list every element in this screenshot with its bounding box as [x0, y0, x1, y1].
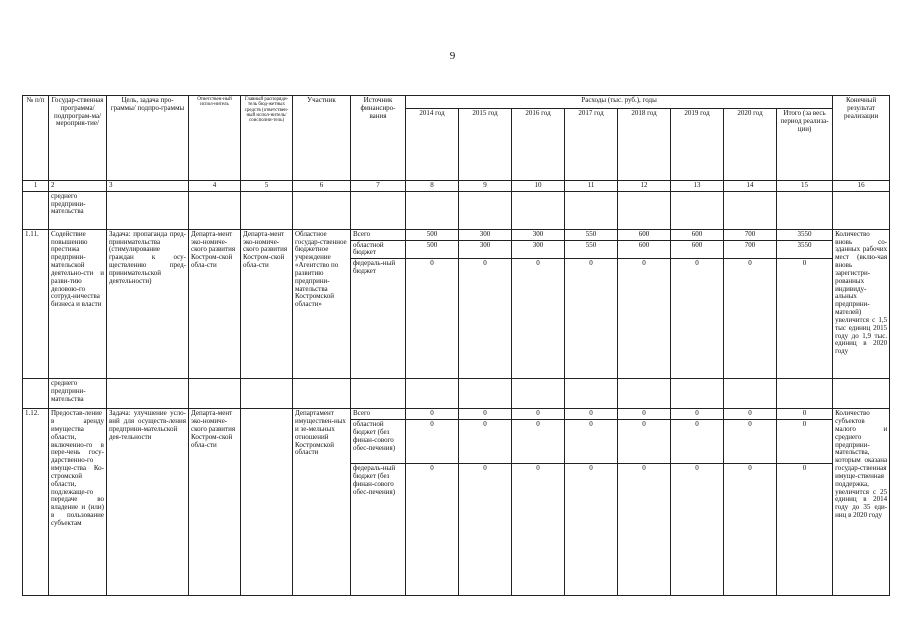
header-year-2016: 2016 год	[512, 109, 565, 181]
column-number: 14	[724, 181, 777, 192]
funding-source: федераль-ный бюджет	[351, 259, 406, 379]
empty-cell	[565, 191, 618, 229]
column-number: 2	[49, 181, 107, 192]
table-row-1-11	[23, 229, 890, 240]
result-text: Количество субъектов малого и среднего предприни-мательства, которым оказана государ-ственная имуще-ственная поддержка, увеличится с 25 единиц в 2014 году до 35 еди-ниц в 2020 году	[833, 409, 890, 596]
funding-total: 0	[777, 464, 833, 596]
empty-cell	[618, 191, 671, 229]
row-number: 1.11.	[23, 229, 49, 378]
funding-value: 550	[565, 240, 618, 259]
continuation-row	[23, 191, 890, 229]
empty-cell	[107, 379, 189, 409]
funding-value: 0	[565, 409, 618, 420]
column-number: 3	[107, 181, 189, 192]
header-num: № п/п	[23, 96, 49, 181]
header-executor: Ответствен-ный испол-нитель	[189, 96, 241, 181]
funding-value: 700	[724, 229, 777, 240]
empty-cell	[618, 379, 671, 409]
funding-value: 0	[565, 464, 618, 596]
funding-total: 3550	[777, 229, 833, 240]
goal-text: Задача: пропаганда пред-принимательства (стимулирование граждан к осу-ществлению пред-принимательской деятельности)	[107, 229, 189, 378]
empty-cell	[671, 191, 724, 229]
funding-value: 300	[512, 240, 565, 259]
empty-cell	[406, 379, 459, 409]
funding-value: 0	[406, 420, 459, 464]
manager-text: Департа-мент эко-номиче-ского развития Костром-ской обла-сти	[241, 229, 293, 378]
manager-text	[241, 409, 293, 596]
row-number: 1.12.	[23, 409, 49, 596]
funding-value: 0	[406, 409, 459, 420]
executor-text: Департа-мент эко-номиче-ского развития Костром-ской обла-сти	[189, 229, 241, 378]
funding-value: 0	[671, 464, 724, 596]
page-number: 9	[449, 50, 456, 62]
table-row-1-12	[23, 409, 890, 420]
column-number: 4	[189, 181, 241, 192]
column-number: 5	[241, 181, 293, 192]
funding-value: 0	[565, 259, 618, 379]
header-year-2019: 2019 год	[671, 109, 724, 181]
participant-text: Департамент имуществен-ных и зе-мельных отношений Костромской области	[293, 409, 351, 596]
measure-text: Содействие повышению престижа предприни-мательской деятельно-сти и разви-тию деловою-го сотруд-ничества бизнеса и власти	[49, 229, 107, 378]
result-text: Количество вновь со-зданных рабочих мест (вклю-чая вновь зарегистри-рованных индивиду-альных предприни-мателей) увеличится с 1,5 тыс единиц 2015 году до 1,9 тыс. единиц в 2020 году	[833, 229, 890, 378]
funding-value: 0	[512, 464, 565, 596]
funding-value: 0	[671, 409, 724, 420]
participant-text: Областное государ-ственное бюджетное учреждение «Агентство по развитию предприни-мательства Костромской области»	[293, 229, 351, 378]
empty-cell	[293, 191, 351, 229]
funding-value: 700	[724, 240, 777, 259]
funding-value: 550	[565, 229, 618, 240]
header-result: Конечный результат реализации	[833, 96, 890, 181]
funding-source: федераль-ный бюджет (без финан-сового обес-печения)	[351, 464, 406, 596]
empty-cell	[406, 191, 459, 229]
funding-value: 0	[565, 420, 618, 464]
header-year-2014: 2014 год	[406, 109, 459, 181]
header-expenses-title: Расходы (тыс. руб.), годы	[406, 96, 833, 109]
funding-value: 0	[459, 409, 512, 420]
header-year-2015: 2015 год	[459, 109, 512, 181]
column-number: 15	[777, 181, 833, 192]
funding-value: 500	[406, 240, 459, 259]
empty-cell	[241, 191, 293, 229]
funding-value: 300	[459, 240, 512, 259]
column-number: 11	[565, 181, 618, 192]
funding-value: 0	[459, 464, 512, 596]
funding-value: 0	[512, 259, 565, 379]
funding-value: 0	[724, 409, 777, 420]
funding-value: 0	[618, 409, 671, 420]
funding-source: Всего	[351, 229, 406, 240]
empty-cell	[833, 191, 890, 229]
empty-cell	[724, 379, 777, 409]
header-program: Государ-ственная программа/ подпрограм-ма/ мероприя-тие/	[49, 96, 107, 181]
header-manager: Главный распоряди-тель бюд-жетных средств (ответствен-ный испол-нитель/ соисполни-тель)	[241, 96, 293, 181]
empty-cell	[459, 379, 512, 409]
empty-cell	[512, 191, 565, 229]
header-year-2020: 2020 год	[724, 109, 777, 181]
column-number: 12	[618, 181, 671, 192]
empty-cell	[23, 379, 49, 409]
goal-text: Задача: улучшение усло-вий для осуществ-ления предприни-мательской дея-тельности	[107, 409, 189, 596]
measure-text: Предостав-ление в аренду имущества области, включенно-го в пере-чень госу-дарственно-го имуще-ства Ко-стромской области, подлежаще-го передаче во владение и (или) в пользование субъектам	[49, 409, 107, 596]
funding-value: 600	[618, 229, 671, 240]
funding-value: 300	[512, 229, 565, 240]
header-year-2018: 2018 год	[618, 109, 671, 181]
empty-cell	[833, 379, 890, 409]
funding-source: областной бюджет (без финан-сового обес-печения)	[351, 420, 406, 464]
funding-value: 0	[512, 420, 565, 464]
header-source: Источник финансиро-вания	[351, 96, 406, 181]
continuation-row	[23, 379, 890, 409]
funding-total: 0	[777, 420, 833, 464]
funding-total: 0	[777, 259, 833, 379]
column-number: 6	[293, 181, 351, 192]
header-row-top	[23, 96, 890, 109]
funding-value: 0	[459, 259, 512, 379]
header-year-2017: 2017 год	[565, 109, 618, 181]
empty-cell	[189, 379, 241, 409]
empty-cell	[189, 191, 241, 229]
budget-table	[22, 95, 890, 596]
funding-total: 0	[777, 409, 833, 420]
empty-cell	[724, 191, 777, 229]
column-number: 7	[351, 181, 406, 192]
funding-source: областной бюджет	[351, 240, 406, 259]
empty-cell	[351, 191, 406, 229]
funding-value: 0	[724, 464, 777, 596]
funding-value: 0	[406, 464, 459, 596]
column-number: 9	[459, 181, 512, 192]
header-total: Итого (за весь период реализа-ции)	[777, 109, 833, 181]
empty-cell	[777, 191, 833, 229]
empty-cell	[293, 379, 351, 409]
column-number: 13	[671, 181, 724, 192]
empty-cell	[512, 379, 565, 409]
funding-value: 0	[671, 259, 724, 379]
funding-value: 0	[406, 259, 459, 379]
column-number: 8	[406, 181, 459, 192]
funding-value: 0	[618, 464, 671, 596]
funding-value: 600	[671, 240, 724, 259]
header-goal: Цель, задача про-граммы/ подпро-граммы	[107, 96, 189, 181]
column-numbers-row	[23, 181, 890, 192]
funding-value: 0	[618, 420, 671, 464]
column-number: 1	[23, 181, 49, 192]
funding-value: 300	[459, 229, 512, 240]
empty-cell	[351, 379, 406, 409]
empty-cell	[777, 379, 833, 409]
empty-cell	[107, 191, 189, 229]
funding-value: 0	[512, 409, 565, 420]
header-participant: Участник	[293, 96, 351, 181]
funding-value: 600	[671, 229, 724, 240]
empty-cell	[23, 191, 49, 229]
funding-value: 0	[618, 259, 671, 379]
empty-cell	[565, 379, 618, 409]
empty-cell	[671, 379, 724, 409]
funding-source: Всего	[351, 409, 406, 420]
empty-cell	[241, 379, 293, 409]
column-number: 16	[833, 181, 890, 192]
empty-cell	[459, 191, 512, 229]
column-number: 10	[512, 181, 565, 192]
funding-value: 0	[724, 420, 777, 464]
continuation-program-text: среднего предприни-мательства	[49, 191, 107, 229]
executor-text: Департа-мент эко-номиче-ского развития Костром-ской обла-сти	[189, 409, 241, 596]
funding-value: 600	[618, 240, 671, 259]
funding-value: 0	[459, 420, 512, 464]
funding-value: 0	[724, 259, 777, 379]
continuation-program-text: среднего предприни-мательства	[49, 379, 107, 409]
funding-value: 500	[406, 229, 459, 240]
funding-total: 3550	[777, 240, 833, 259]
funding-value: 0	[671, 420, 724, 464]
